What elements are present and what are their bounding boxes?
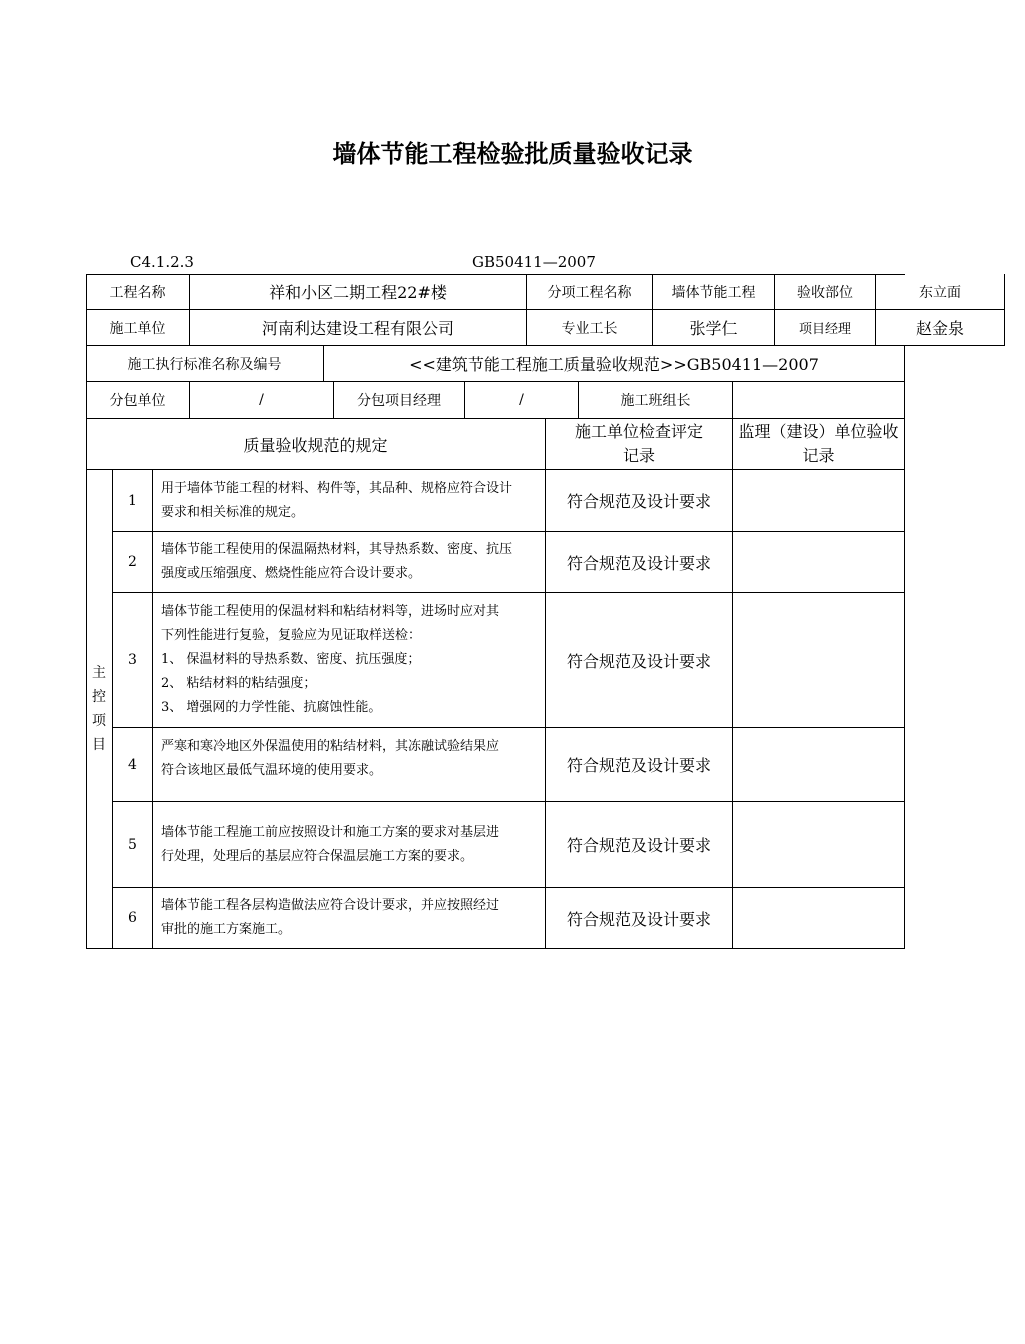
form-title: 墙体节能工程检验批质量验收记录 <box>332 140 693 168</box>
standard-code: GB50411—2007 <box>472 253 596 271</box>
requirement-line: 行处理，处理后的基层应符合保温层施工方案的要求。 <box>161 848 474 864</box>
sub-manager-value: / <box>465 382 579 419</box>
project-name: 祥和小区二期工程22#楼 <box>190 274 527 310</box>
standard-value: <<建筑节能工程施工质量验收规范>>GB50411—2007 <box>324 346 905 382</box>
part-label: 验收部位 <box>775 274 876 310</box>
team-leader-value <box>733 382 905 419</box>
item-supervision-result <box>733 532 905 593</box>
item-supervision-result <box>733 728 905 802</box>
item-check-result: 符合规范及设计要求 <box>546 593 733 728</box>
item-number: 4 <box>113 728 153 802</box>
main-control-items-label <box>86 470 113 949</box>
item-supervision-result <box>733 470 905 532</box>
item-number: 3 <box>113 593 153 728</box>
requirement-line: 强度或压缩强度、燃烧性能应符合设计要求。 <box>161 566 422 581</box>
supervision-header-line2: 记录 <box>802 446 835 465</box>
requirement-line: 要求和相关标准的规定。 <box>161 504 305 520</box>
item-check-result: 符合规范及设计要求 <box>546 802 733 888</box>
item-supervision-result <box>733 593 905 728</box>
contractor-name: 河南利达建设工程有限公司 <box>190 310 527 346</box>
item-requirement <box>153 470 546 532</box>
item-requirement <box>153 802 546 888</box>
item-check-result: 符合规范及设计要求 <box>546 888 733 949</box>
supervision-header-line1: 监理（建设）单位验收 <box>738 422 899 441</box>
sub-contractor-value: / <box>190 382 334 419</box>
item-number: 2 <box>113 532 153 593</box>
inspection-table <box>86 274 964 949</box>
item-supervision-result <box>733 802 905 888</box>
check-header-line2: 记录 <box>622 446 655 465</box>
group-label-char: 控 <box>92 689 106 705</box>
sub-manager-label: 分包项目经理 <box>334 382 465 419</box>
group-label-char: 项 <box>92 713 106 729</box>
team-leader-label: 施工班组长 <box>579 382 733 419</box>
requirement-line: 2、 粘结材料的粘结强度； <box>161 676 317 691</box>
item-requirement <box>153 593 546 728</box>
requirement-line: 墙体节能工程使用的保温隔热材料，其导热系数、密度、抗压 <box>161 542 513 557</box>
part-value: 东立面 <box>876 274 1005 310</box>
foreman-name: 张学仁 <box>653 310 775 346</box>
supervision-column-header <box>733 419 905 470</box>
requirement-line: 下列性能进行复验，复验应为见证取样送检： <box>161 628 422 643</box>
check-column-header <box>546 419 733 470</box>
sub-item-label: 分项工程名称 <box>527 274 653 310</box>
group-label-char: 目 <box>92 737 106 753</box>
requirement-line: 用于墙体节能工程的材料、构件等，其品种、规格应符合设计 <box>161 480 513 496</box>
manager-label: 项目经理 <box>775 310 876 346</box>
standard-label: 施工执行标准名称及编号 <box>86 346 324 382</box>
group-label-char: 主 <box>92 665 106 681</box>
item-supervision-result <box>733 888 905 949</box>
sub-item-name: 墙体节能工程 <box>653 274 775 310</box>
requirement-line: 审批的施工方案施工。 <box>161 922 292 937</box>
spec-column-header: 质量验收规范的规定 <box>86 419 546 470</box>
item-check-result: 符合规范及设计要求 <box>546 470 733 532</box>
item-number: 1 <box>113 470 153 532</box>
requirement-line: 墙体节能工程施工前应按照设计和施工方案的要求对基层进 <box>161 824 500 840</box>
contractor-label: 施工单位 <box>86 310 190 346</box>
manager-name: 赵金泉 <box>876 310 1005 346</box>
requirement-line: 墙体节能工程各层构造做法应符合设计要求，并应按照经过 <box>161 898 500 913</box>
requirement-line: 墙体节能工程使用的保温材料和粘结材料等，进场时应对其 <box>161 604 500 619</box>
requirement-line: 符合该地区最低气温环境的使用要求。 <box>161 762 383 778</box>
item-requirement <box>153 728 546 802</box>
sub-contractor-label: 分包单位 <box>86 382 190 419</box>
item-number: 6 <box>113 888 153 949</box>
form-code: C4.1.2.3 <box>130 253 194 271</box>
foreman-label: 专业工长 <box>527 310 653 346</box>
item-requirement <box>153 532 546 593</box>
item-number: 5 <box>113 802 153 888</box>
requirement-line: 3、 增强网的力学性能、抗腐蚀性能。 <box>161 700 382 715</box>
check-header-line1: 施工单位检查评定 <box>574 422 703 441</box>
project-name-label: 工程名称 <box>86 274 190 310</box>
item-check-result: 符合规范及设计要求 <box>546 728 733 802</box>
requirement-line: 严寒和寒冷地区外保温使用的粘结材料，其冻融试验结果应 <box>161 738 500 754</box>
requirement-line: 1、 保温材料的导热系数、密度、抗压强度； <box>161 652 421 667</box>
item-check-result: 符合规范及设计要求 <box>546 532 733 593</box>
item-requirement <box>153 888 546 949</box>
